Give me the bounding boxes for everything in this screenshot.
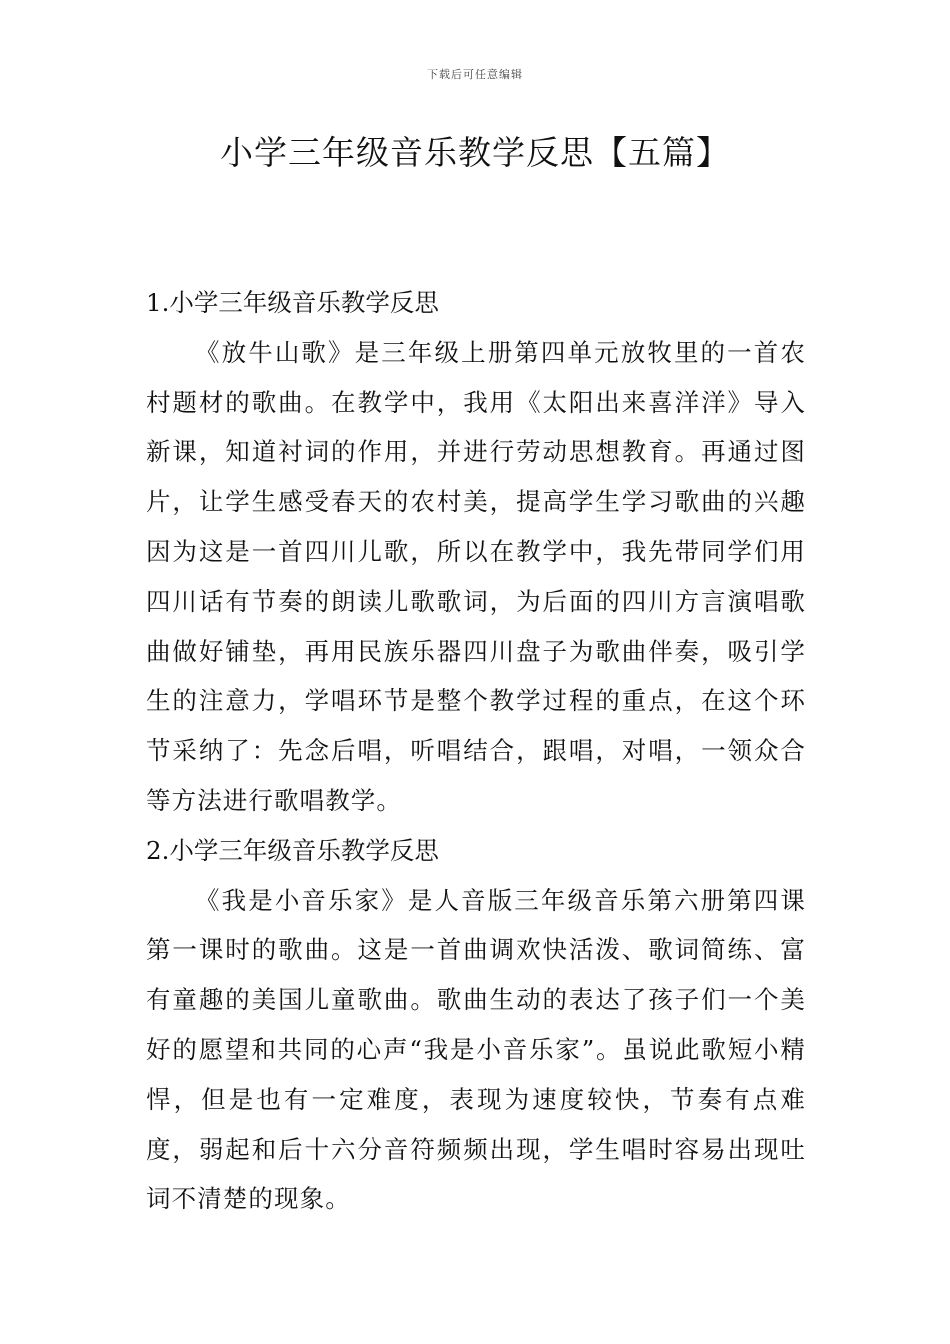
section-paragraph: 《我是小音乐家》是人音版三年级音乐第六册第四课第一课时的歌曲。这是一首曲调欢快活泼、歌词简练、富有童趣的美国儿童歌曲。歌曲生动的表达了孩子们一个美好的愿望和共同的心声“我是小音乐家”。虽说此歌短小精悍，但是也有一定难度，表现为速度较快，节奏有点难度，弱起和后十六分音符频频出现，学生唱时容易出现吐词不清楚的现象。 <box>146 885 806 1214</box>
section-2 <box>146 826 806 1224</box>
section-heading: 2.小学三年级音乐教学反思 <box>146 835 439 865</box>
section-heading: 1.小学三年级音乐教学反思 <box>146 288 439 317</box>
section-paragraph: 《放牛山歌》是三年级上册第四单元放牧里的一首农村题材的歌曲。在教学中，我用《太阳出来喜洋洋》导入新课，知道衬词的作用，并进行劳动思想教育。再通过图片，让学生感受春天的农村美，提高学生学习歌曲的兴趣因为这是一首四川儿歌，所以在教学中，我先带同学们用四川话有节奏的朗读儿歌歌词，为后面的四川方言演唱歌曲做好铺垫，再用民族乐器四川盘子为歌曲伴奏，吸引学生的注意力，学唱环节是整个教学过程的重点，在这个环节采纳了：先念后唱，听唱结合，跟唱，对唱，一领众合等方法进行歌唱教学。 <box>146 337 806 815</box>
section-1 <box>146 278 806 826</box>
header-note: 下载后可任意编辑 <box>427 68 523 81</box>
document-title: 小学三年级音乐教学反思【五篇】 <box>220 133 730 172</box>
document-body <box>146 278 806 1224</box>
